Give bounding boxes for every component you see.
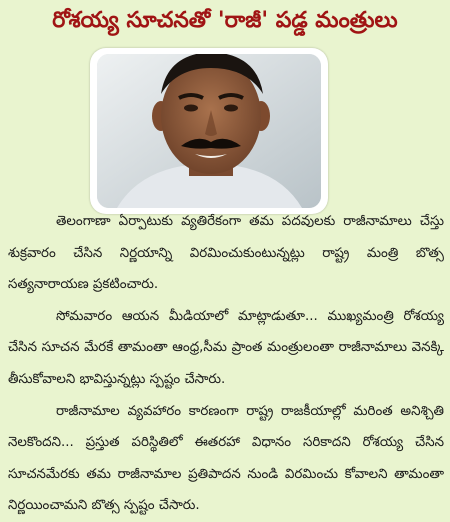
portrait-photo bbox=[97, 54, 321, 208]
photo-frame bbox=[90, 48, 328, 214]
article-paragraph: తెలంగాణా ఏర్పాటుకు వ్యతిరేకంగా తమ పదవులకు రాజీనామాలు చేస్తు శుక్రవారం చేసిన నిర్ణయాన్ని విరమించుకుంటున్నట్లు రాష్ట్ర మంత్రి బొత్స సత్యనారాయణ ప్రకటించారు. bbox=[8, 214, 444, 293]
article-paragraph: రాజీనామాల వ్యవహారం కారణంగా రాష్ట్ర రాజకీయాల్లో మరింత అనిశ్చితి నెలకొందని... ప్రస్తుత పరిస్థితిలో ఈతరహా విధానం సరికాదని రోశయ్య చేసిన సూచనమేరకు తమ రాజీనామాల ప్రతిపాదన నుండి విరమించు కోవాలని తామంతా నిర్ణయించామని బొత్స స్పష్టం చేసారు. bbox=[8, 403, 444, 514]
article-paragraph: సోమవారం ఆయన మీడియాలో మాట్లాడుతూ... ముఖ్యమంత్రి రోశయ్య చేసిన సూచన మేరకే తామంతా ఆంధ్ర,సీమ ప్రాంత మంత్రులంతా రాజీనామాలు వెనక్కి తీసుకోవాలని భావిస్తున్నట్లు స్పష్టం చేసారు. bbox=[8, 308, 444, 387]
article-body bbox=[8, 206, 444, 522]
headline: రోశయ్య సూచనతో 'రాజీ' పడ్డ మంత్రులు bbox=[52, 8, 398, 33]
